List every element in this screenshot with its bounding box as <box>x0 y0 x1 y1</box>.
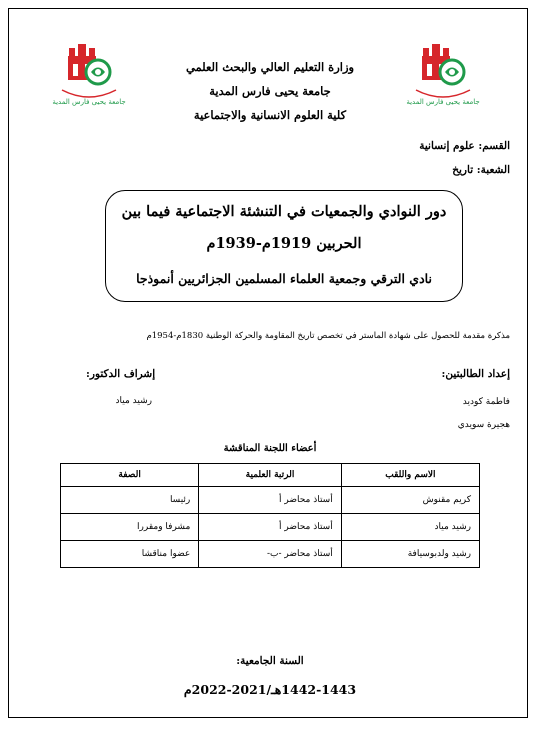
university-name: جامعة يحيى فارس المدية <box>209 84 331 98</box>
column-header-role: الصفة <box>61 464 199 487</box>
member-rank: أستاذ محاضر أ <box>199 487 341 514</box>
table-row <box>61 514 480 541</box>
supervisor-name: رشيد مياد <box>115 396 152 406</box>
branch: الشعبة: تاريخ <box>452 164 510 176</box>
member-name: رشيد ولدبوسيافة <box>341 541 479 568</box>
member-name: رشيد مياد <box>341 514 479 541</box>
university-emblem-icon <box>406 42 480 114</box>
academic-year-label: السنة الجامعية: <box>236 655 304 667</box>
academic-year-value: 1442-1443هـ/2021-2022م <box>183 682 357 697</box>
logo-caption: جامعة يحيى فارس المدية <box>52 98 126 106</box>
table-header-row <box>61 464 480 487</box>
table-row <box>61 541 480 568</box>
supervisor-label: إشراف الدكتور: <box>86 368 156 380</box>
university-emblem-icon <box>52 42 126 114</box>
student-name-2: هجيرة سويدي <box>457 420 510 430</box>
students-label: إعداد الطالبتين: <box>441 368 510 380</box>
column-header-rank: الرتبة العلمية <box>199 464 341 487</box>
thesis-title-box <box>105 190 463 302</box>
thesis-subtitle: نادي الترقي وجمعية العلماء المسلمين الجزائريين أنموذجا <box>136 271 432 286</box>
university-logo-left <box>52 42 126 114</box>
member-role: رئيسا <box>61 487 199 514</box>
faculty-name: كلية العلوم الانسانية والاجتماعية <box>193 108 347 122</box>
university-logo-right <box>406 42 480 114</box>
thesis-title-line1: دور النوادي والجمعيات في التنشئة الاجتماعية فيما بين <box>121 203 447 220</box>
member-rank: أستاذ محاضر أ <box>199 514 341 541</box>
committee-title: أعضاء اللجنة المناقشة <box>223 443 317 454</box>
ministry-name: وزارة التعليم العالي والبحث العلمي <box>185 60 355 74</box>
column-header-name: الاسم واللقب <box>341 464 479 487</box>
logo-caption: جامعة يحيى فارس المدية <box>406 98 480 106</box>
member-role: عضوا مناقشا <box>61 541 199 568</box>
committee-table <box>60 463 480 568</box>
member-rank: أستاذ محاضر -ب- <box>199 541 341 568</box>
member-role: مشرفا ومقررا <box>61 514 199 541</box>
student-name-1: فاطمة كوديد <box>462 397 510 407</box>
table-row <box>61 487 480 514</box>
thesis-note: مذكرة مقدمة للحصول على شهادة الماستر في تخصص تاريخ المقاومة والحركة الوطنية 1830م-1954م <box>146 331 510 341</box>
thesis-title-line2: الحربين 1919م-1939م <box>206 235 362 252</box>
member-name: كريم مقنوش <box>341 487 479 514</box>
department: القسم: علوم إنسانية <box>419 140 510 152</box>
